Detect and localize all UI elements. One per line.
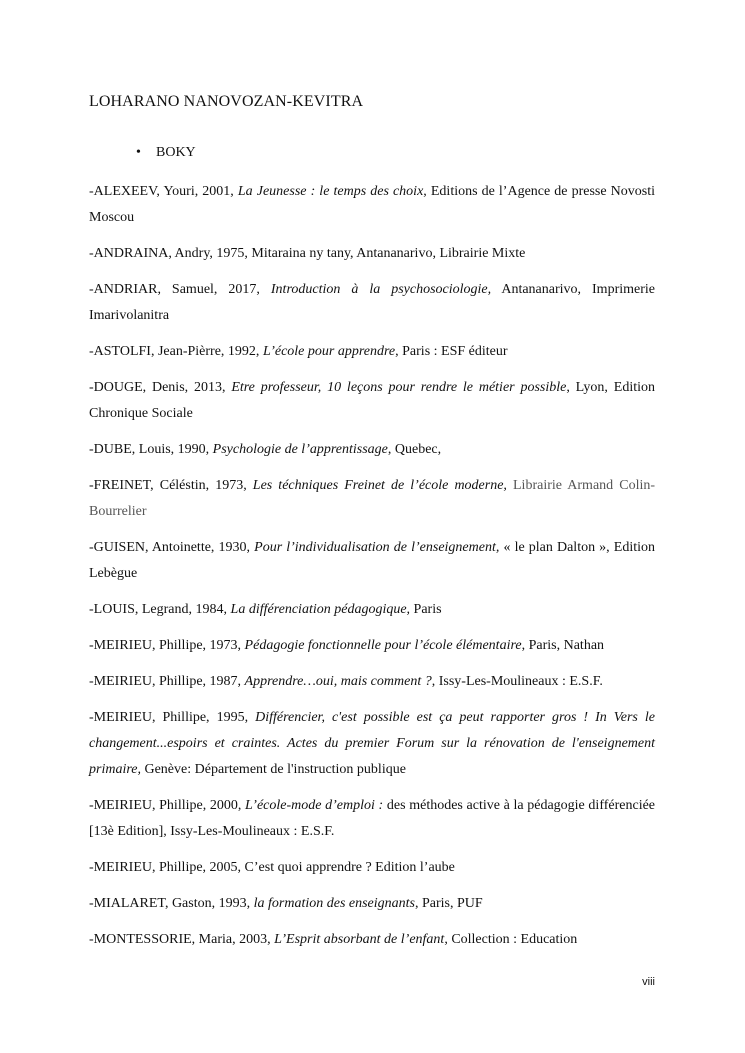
reference-text: , Lyon, Edition Chronique Sociale (89, 380, 655, 421)
reference-text: Librairie Armand Colin-Bourrelier (89, 478, 656, 519)
reference-entry (89, 241, 655, 267)
reference-title: Pédagogie fonctionnelle pour l’école élémentaire (244, 638, 522, 653)
reference-text: -LOUIS, Legrand, 1984, (89, 602, 231, 617)
reference-text: , Paris : ESF éditeur (395, 344, 508, 359)
reference-text: -ALEXEEV, Youri, 2001, (89, 184, 238, 199)
reference-entry (89, 855, 655, 881)
reference-title: Introduction à la psychosociologie, (270, 282, 492, 297)
page-number: viii (642, 976, 655, 988)
reference-title: la formation des enseignants (253, 896, 415, 911)
reference-text: -ANDRAINA, Andry, 1975, Mitaraina ny tany, Antananarivo, Librairie Mixte (89, 246, 526, 261)
reference-title: Les téchniques Freinet de l’école moderne, (252, 478, 507, 493)
reference-text: Genève: Département de l'instruction publique (140, 762, 406, 777)
reference-title: Etre professeur, 10 leçons pour rendre le métier possible (231, 380, 567, 395)
reference-text: Paris (410, 602, 442, 617)
reference-text: -DOUGE, Denis, 2013, (89, 380, 232, 395)
reference-text: -MEIRIEU, Phillipe, 1995, (89, 710, 256, 725)
reference-text: Antananarivo, Imprimerie Imarivolanitra (89, 282, 655, 323)
reference-text: -MONTESSORIE, Maria, 2003, (89, 932, 275, 947)
reference-text: , Issy-Les-Moulineaux : E.S.F. (431, 674, 603, 689)
reference-entry (89, 793, 655, 845)
reference-entry (89, 669, 655, 695)
reference-entry (89, 597, 655, 623)
reference-text: « le plan Dalton », Edition Lebègue (89, 540, 656, 581)
reference-entry (89, 473, 655, 525)
reference-entry (89, 891, 655, 917)
reference-list (89, 179, 655, 963)
reference-entry (89, 705, 655, 783)
reference-title: L’école-mode d’emploi : (245, 798, 384, 813)
reference-entry (89, 437, 655, 463)
reference-text: -MEIRIEU, Phillipe, 1987, (89, 674, 245, 689)
reference-title: Psychologie de l’apprentissage (212, 442, 388, 457)
reference-text: -ASTOLFI, Jean-Pièrre, 1992, (89, 344, 263, 359)
reference-text: , Quebec, (387, 442, 442, 457)
page-heading: LOHARANO NANOVOZAN-KEVITRA (89, 93, 364, 110)
reference-entry (89, 277, 655, 329)
section-bullet-item (136, 145, 196, 161)
reference-text: , Paris, Nathan (521, 638, 605, 653)
reference-text: -MIALARET, Gaston, 1993, (89, 896, 254, 911)
reference-title: Différencier, c'est possible est ça peut rapporter gros ! In Vers le changement...espoirs et craintes. Actes du premier Forum sur la rénovation de l'enseignement primaire, (89, 710, 655, 777)
reference-entry (89, 179, 655, 231)
reference-entry (89, 633, 655, 659)
section-label: BOKY (156, 145, 196, 160)
reference-text: -DUBE, Louis, 1990, (89, 442, 213, 457)
reference-entry (89, 927, 655, 953)
reference-entry (89, 375, 655, 427)
reference-title: L’école pour apprendre (262, 344, 396, 359)
reference-title: L’Esprit absorbant de l’enfant (274, 932, 445, 947)
reference-entry (89, 339, 655, 365)
reference-title: Apprendre…oui, mais comment ? (244, 674, 432, 689)
reference-text: -FREINET, Céléstin, 1973, (89, 478, 253, 493)
reference-text: , Collection : Education (444, 932, 578, 947)
reference-text: -MEIRIEU, Phillipe, 1973, (89, 638, 245, 653)
bullet-icon: • (136, 145, 141, 160)
reference-text: , Editions de l’Agence de presse Novosti Moscou (89, 184, 655, 225)
reference-title: Pour l’individualisation de l’enseignement, (254, 540, 500, 555)
reference-entry (89, 535, 655, 587)
reference-title: La différenciation pédagogique, (230, 602, 411, 617)
reference-text: -GUISEN, Antoinette, 1930, (89, 540, 255, 555)
reference-text: , Paris, PUF (415, 896, 483, 911)
reference-text: -MEIRIEU, Phillipe, 2000, (89, 798, 246, 813)
reference-text: -MEIRIEU, Phillipe, 2005, C’est quoi apprendre ? Edition l’aube (89, 860, 455, 875)
reference-text: -ANDRIAR, Samuel, 2017, (89, 282, 271, 297)
reference-text: des méthodes active à la pédagogie différenciée [13è Edition], Issy-Les-Moulineaux : E.S.F. (89, 798, 656, 839)
reference-title: La Jeunesse : le temps des choix (237, 184, 424, 199)
